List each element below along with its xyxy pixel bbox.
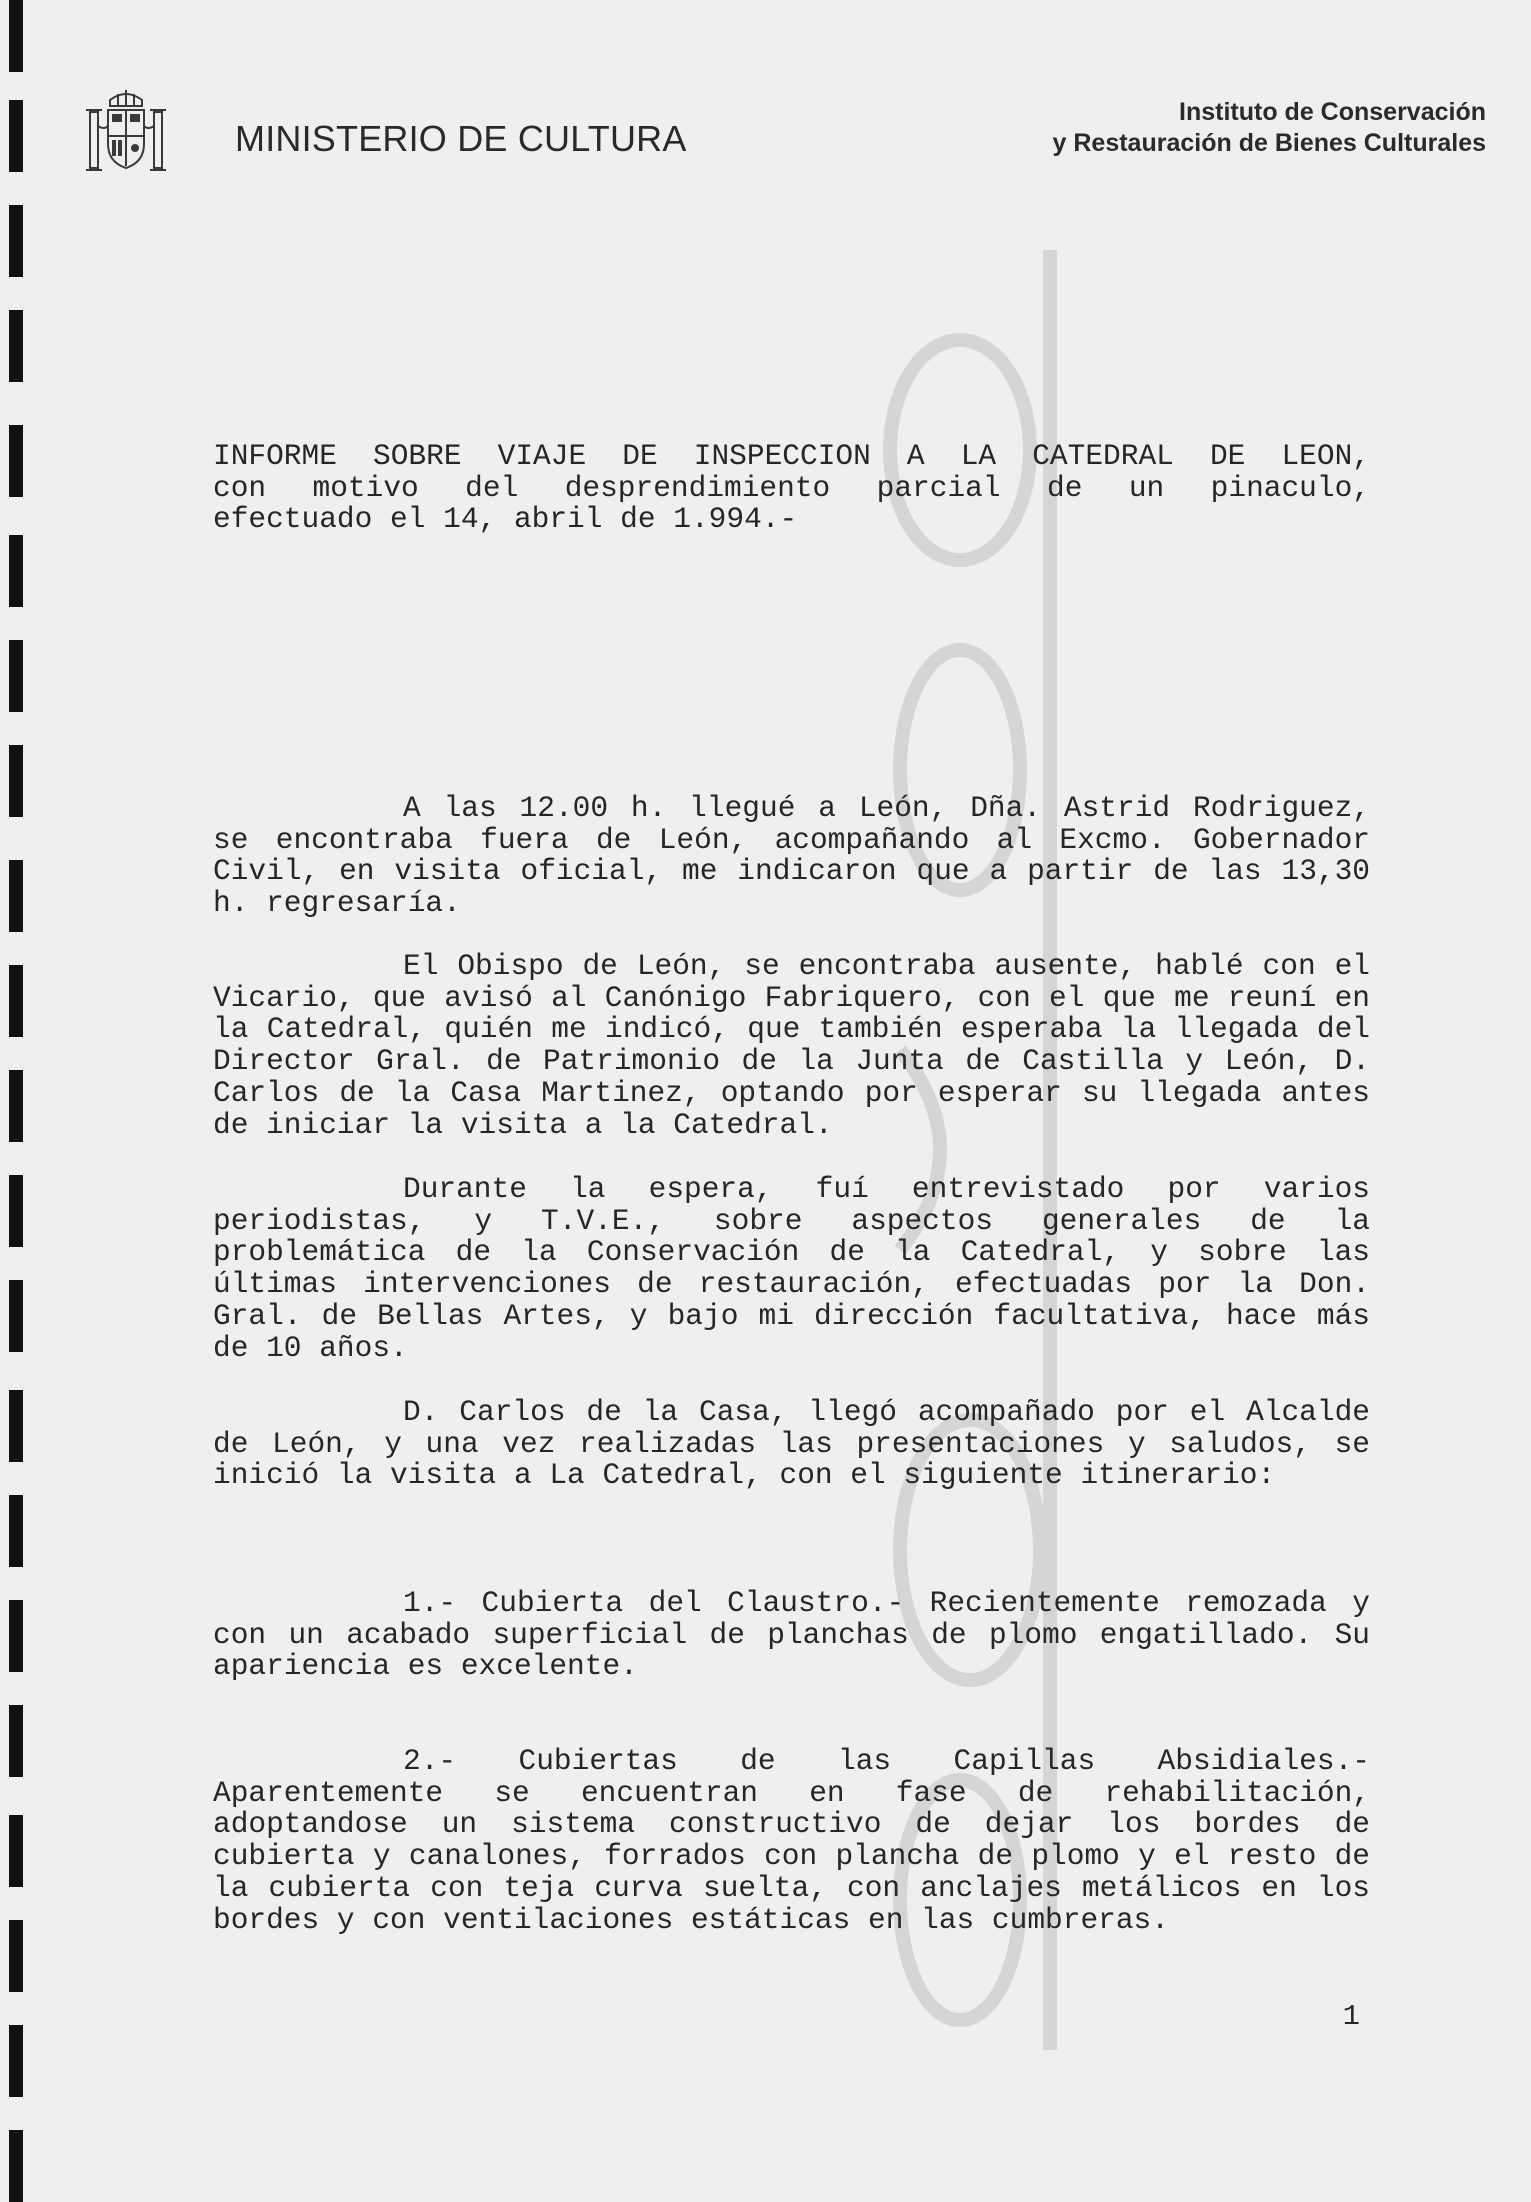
itinerary-item-2: 2.- Cubiertas de las Capillas Absidiales.- Aparentemente se encuentran en fase de rehabilitación, adoptandose un sistema constructivo de dejar los bordes de cubierta y canalones, forrados con plancha de plomo y el resto de la cubierta con teja curva suelta, con anclajes metálicos en los bordes y con ventilaciones estáticas en las cumbreras. <box>213 1744 1370 1937</box>
page-number: 1 <box>1342 2000 1360 2033</box>
body-paragraph <box>213 793 1370 920</box>
itinerary-item-1: 1.- Cubierta del Claustro.- Recientemente remozada y con un acabado superficial de planchas de plomo engatillado. Su apariencia es excelente. <box>213 1586 1370 1684</box>
itinerary-item <box>213 1746 1370 1936</box>
body-paragraph <box>213 1174 1370 1364</box>
institute-name <box>1053 97 1486 159</box>
paragraph-arrival: A las 12.00 h. llegué a León, Dña. Astrid Rodriguez, se encontraba fuera de León, acompañando al Excmo. Gobernador Civil, en visita oficial, me indicaron que a partir de las 13,30 h. regresaría. <box>213 791 1370 921</box>
title-line-2: con motivo del desprendimiento parcial de un pinaculo, <box>213 470 1370 505</box>
itinerary-item <box>213 1588 1370 1683</box>
body-paragraph <box>213 1397 1370 1492</box>
title-line-1: INFORME SOBRE VIAJE DE INSPECCION A LA CATEDRAL DE LEON, <box>213 439 1370 473</box>
paragraph-visit: D. Carlos de la Casa, llegó acompañado por el Alcalde de León, y una vez realizadas las presentaciones y saludos, se inició la visita a La Catedral, con el siguiente itinerario: <box>213 1395 1370 1493</box>
paragraph-interview: Durante la espera, fuí entrevistado por varios periodistas, y T.V.E., sobre aspectos generales de la problemática de la Conservación de la Catedral, y sobre las últimas intervenciones de restauración, efectuadas por la Don. Gral. de Bellas Artes, y bajo mi dirección facultativa, hace más de 10 años. <box>213 1172 1370 1365</box>
coat-of-arms-seal <box>80 86 172 178</box>
ministry-name: MINISTERIO DE CULTURA <box>235 118 687 159</box>
institute-line-1: Instituto de Conservación <box>1179 98 1486 126</box>
body-paragraph <box>213 951 1370 1141</box>
title-line-3: efectuado el 14, abril de 1.994.- <box>213 502 798 537</box>
paragraph-bishop: El Obispo de León, se encontraba ausente, hablé con el Vicario, que avisó al Canónigo Fabriquero, con el que me reuní en la Catedral, quién me indicó, que también esperaba la llegada del Director Gral. de Patrimonio de la Junta de Castilla y León, D. Carlos de la Casa Martinez, optando por esperar su llegada antes de iniciar la visita a la Catedral. <box>213 949 1370 1142</box>
institute-line-2: y Restauración de Bienes Culturales <box>1052 129 1486 157</box>
report-title <box>213 441 1370 536</box>
binding-marks <box>9 0 23 2176</box>
